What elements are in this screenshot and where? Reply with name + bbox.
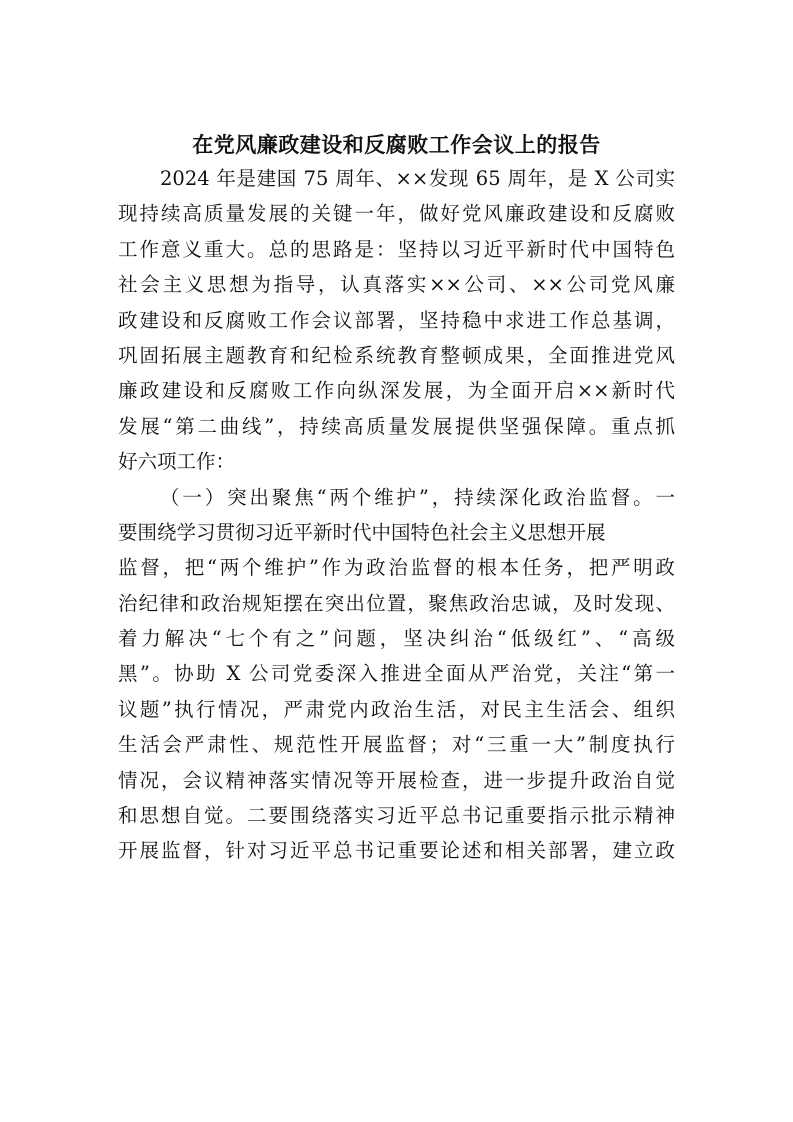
text-line: 议题”执行情况，严肃党内政治生活，对民主生活会、组织 [118, 697, 675, 721]
document-title: 在党风廉政建设和反腐败工作会议上的报告 [192, 132, 601, 157]
text-line: 现持续高质量发展的关键一年，做好党风廉政建设和反腐败 [118, 202, 675, 226]
text-line: （一）突出聚焦“两个维护”，持续深化政治监督。一 [160, 485, 675, 509]
text-line: 着力解决“七个有之”问题，坚决纠治“低级红”、“高级 [118, 627, 675, 651]
text-line: 发展“第二曲线”，持续高质量发展提供坚强保障。重点抓 [118, 414, 675, 438]
text-line: 治纪律和政治规矩摆在突出位置，聚焦政治忠诚，及时发现、 [118, 591, 675, 615]
text-line: 社会主义思想为指导，认真落实××公司、××公司党风廉 [118, 273, 675, 297]
text-line: 工作意义重大。总的思路是：坚持以习近平新时代中国特色 [118, 237, 675, 261]
text-line: 廉政建设和反腐败工作向纵深发展，为全面开启××新时代 [118, 379, 675, 403]
text-line: 和思想自觉。二要围绕落实习近平总书记重要指示批示精神 [118, 804, 675, 828]
paragraph-section-one [118, 480, 675, 869]
text-line: 要围绕学习贯彻习近平新时代中国特色社会主义思想开展 [118, 520, 606, 544]
text-line: 2024 年是建国 75 周年、××发现 65 周年，是 X 公司实 [160, 167, 675, 190]
text-line: 开展监督，针对习近平总书记重要论述和相关部署，建立政 [118, 839, 675, 863]
text-line: 黑”。协助 X 公司党委深入推进全面从严治党，关注“第一 [118, 662, 675, 686]
text-line: 监督，把“两个维护”作为政治监督的根本任务，把严明政 [118, 556, 675, 580]
document-body [118, 161, 675, 869]
text-line: 生活会严肃性、规范性开展监督；对“三重一大”制度执行 [118, 733, 675, 757]
paragraph-intro [118, 161, 675, 480]
text-line: 好六项工作： [118, 450, 236, 474]
text-line: 情况，会议精神落实情况等开展检查，进一步提升政治自觉 [118, 768, 675, 792]
text-line: 政建设和反腐败工作会议部署，坚持稳中求进工作总基调， [118, 308, 675, 332]
text-line: 巩固拓展主题教育和纪检系统教育整顿成果，全面推进党风 [118, 343, 675, 367]
